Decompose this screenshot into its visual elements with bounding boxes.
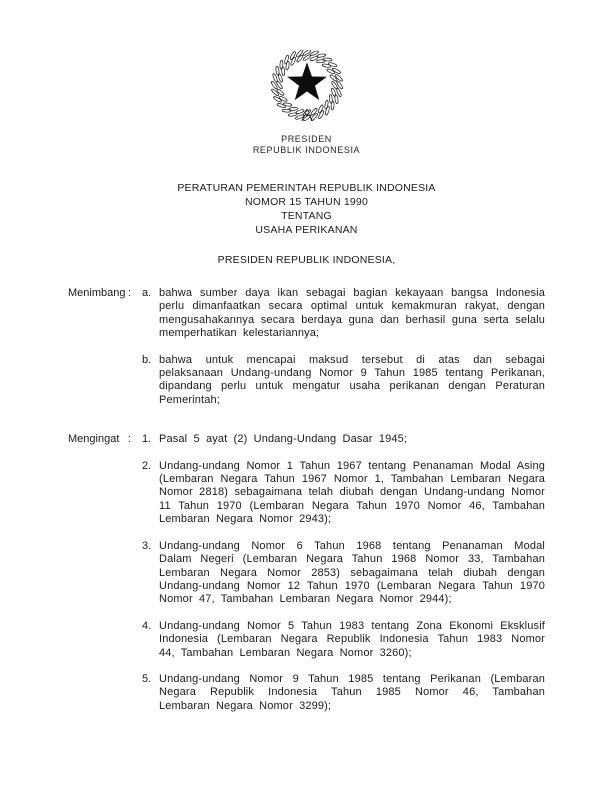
item-marker: 5. bbox=[142, 672, 152, 685]
item-marker: b. bbox=[142, 353, 152, 366]
item-text: Pasal 5 ayat (2) Undang-Undang Dasar 1945; bbox=[159, 433, 408, 446]
star-icon bbox=[287, 62, 327, 100]
item-marker: 1. bbox=[142, 433, 152, 446]
salutation: PRESIDEN REPUBLIK INDONESIA, bbox=[217, 254, 396, 266]
section-mengingat bbox=[68, 433, 545, 713]
item-text: bahwa sumber daya ikan sebagai bagian kekayaan bangsa Indonesia perlu dimanfaatkan secara optimal untuk kemakmuran rakyat, dengan mengusahakannya secara berdaya guna dan berhasil guna serta selalu memperhatikan kelestariannya; bbox=[159, 287, 545, 340]
section-colon: : bbox=[128, 287, 132, 299]
item-marker: 3. bbox=[142, 539, 152, 552]
item-text: Undang-undang Nomor 6 Tahun 1968 tentang Penanaman Modal Dalam Negeri (Lembaran Negara Tahun 1968 Nomor 33, Tambahan Lembaran Negara Nomor 2853) sebagaimana telah diubah dengan Undang-undang Nomor 12 Tahun 1970 (Lembaran Negara Tahun 1970 Nomor 47, Tambahan Lembaran Negara Nomor 2944); bbox=[159, 539, 545, 606]
title-line-tentang: TENTANG bbox=[281, 210, 332, 222]
title-line-number: NOMOR 15 TAHUN 1990 bbox=[244, 196, 369, 208]
list-item bbox=[142, 433, 545, 446]
document-title bbox=[68, 181, 545, 237]
item-marker: 2. bbox=[142, 459, 152, 472]
section-label: Menimbang bbox=[68, 287, 126, 299]
list-item bbox=[142, 620, 545, 660]
item-marker: a. bbox=[142, 287, 152, 299]
seal-subtitle: REPUBLIK INDONESIA bbox=[252, 144, 361, 155]
star-wreath-emblem-icon bbox=[269, 50, 345, 124]
seal-title: PRESIDEN bbox=[281, 134, 332, 144]
section-items bbox=[142, 433, 545, 713]
item-text: Undang-undang Nomor 5 Tahun 1983 tentang Zona Ekonomi Eksklusif Indonesia (Lembaran Negara Republik Indonesia Tahun 1983 Nomor 44, Tambahan Lembaran Negara Nomor 3260); bbox=[159, 619, 545, 659]
list-item bbox=[142, 460, 545, 527]
title-line-regulation: PERATURAN PEMERINTAH REPUBLIK INDONESIA bbox=[177, 182, 436, 194]
section-menimbang bbox=[68, 287, 545, 407]
title-line-subject: USAHA PERIKANAN bbox=[255, 224, 358, 236]
section-colon: : bbox=[128, 433, 132, 446]
item-text: Undang-undang Nomor 1 Tahun 1967 tentang Penanaman Modal Asing (Lembaran Negara Tahun 1967 Nomor 1, Tambahan Lembaran Negara Nomor 2818) sebagaimana telah diubah dengan Undang-undang Nomor 11 Tahun 1970 (Lembaran Negara Tahun 1970 Nomor 46, Tambahan Lembaran Negara Nomor 2943); bbox=[159, 459, 545, 526]
list-item bbox=[142, 673, 545, 713]
item-marker: 4. bbox=[142, 619, 152, 632]
section-label: Mengingat bbox=[68, 433, 120, 446]
item-text: Undang-undang Nomor 9 Tahun 1985 tentang Perikanan (Lembaran Negara Republik Indonesia Tahun 1985 Nomor 46, Tambahan Lembaran Negara Nomor 3299); bbox=[159, 672, 545, 712]
list-item bbox=[142, 354, 545, 408]
list-item bbox=[142, 287, 545, 341]
item-text: bahwa untuk mencapai maksud tersebut di atas dan sebagai pelaksanaan Undang-undang Nomor 9 Tahun 1985 tentang Perikanan, dipandang perlu untuk mengatur usaha perikanan dengan Peraturan Pemerintah; bbox=[159, 353, 545, 406]
presidential-seal bbox=[68, 0, 545, 155]
list-item bbox=[142, 540, 545, 607]
section-items bbox=[142, 287, 545, 407]
